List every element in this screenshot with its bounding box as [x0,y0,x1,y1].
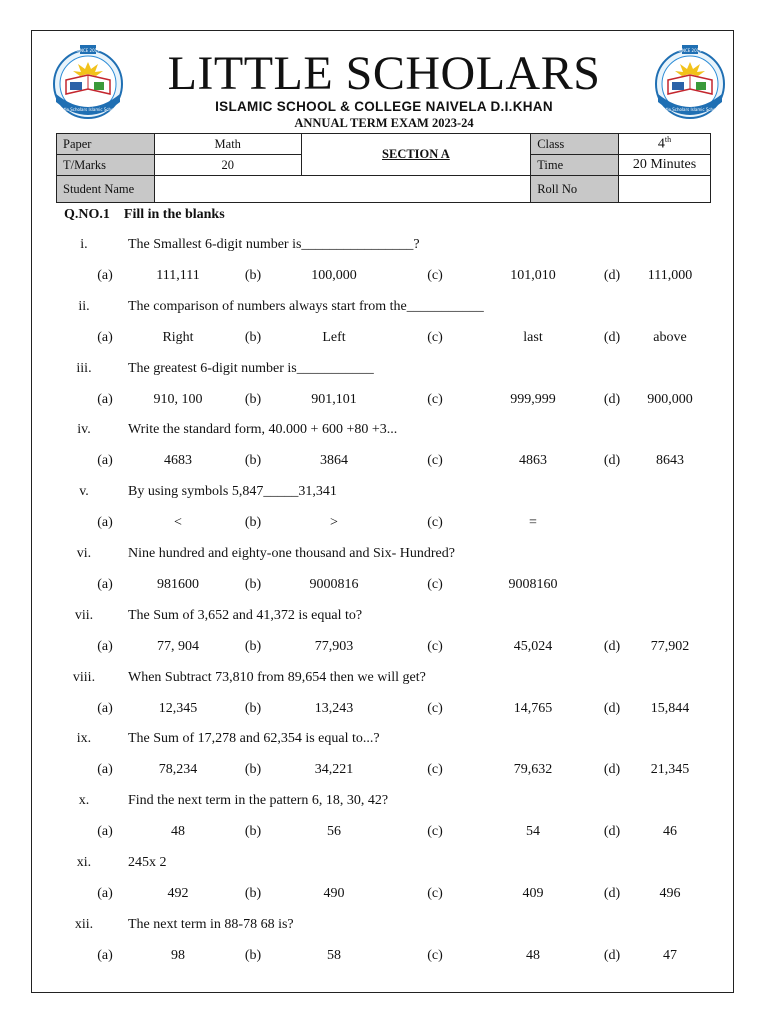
option-row [56,515,716,533]
option-c-value: 4863 [519,453,547,469]
question-number: iv. [77,422,91,438]
question-text: The Sum of 17,278 and 62,354 is equal to...? [128,731,380,747]
option-b-label: (b) [244,391,262,407]
option-a-value: 111,111 [156,268,200,283]
option-d-value: 77,902 [650,638,690,654]
option-b-label: (b) [244,577,262,592]
student-name-field[interactable] [154,176,530,203]
option-a-value: 910, 100 [153,391,203,407]
option-c-value: = [529,515,537,531]
option-a-value: 98 [171,947,185,963]
option-d-value: 8643 [656,453,684,469]
option-b-value: Left [322,329,346,345]
option-d-value: 111,000 [647,268,693,283]
option-a-label: (a) [97,515,113,531]
class-value: 4th [619,134,711,155]
option-b-value: 100,000 [311,268,357,283]
svg-text:Little Scholars Islamic School: Little Scholars Islamic School [58,107,118,112]
option-c-label: (c) [427,391,443,407]
option-b-label: (b) [244,947,262,963]
option-c-value: 101,010 [510,268,556,283]
time-value: 20 Minutes [619,155,711,176]
option-a-value: 48 [171,824,185,840]
question-text: The greatest 6-digit number is___________ [128,360,374,376]
question-item [56,917,716,935]
option-a-label: (a) [97,577,113,592]
option-c-label: (c) [427,515,443,531]
question-text: Nine hundred and eighty-one thousand and Six- Hundred? [128,546,455,561]
option-c-label: (c) [427,824,443,840]
option-b-value: 58 [327,947,341,963]
option-b-label: (b) [244,329,262,345]
option-a-value: 4683 [164,453,192,469]
option-d-value: 46 [663,824,677,840]
option-d-label: (d) [603,886,621,901]
question-item [56,237,716,255]
option-d-value: 900,000 [647,391,693,407]
option-b-value: 490 [323,886,345,901]
option-row [56,948,716,966]
svg-text:SINCE 2019: SINCE 2019 [76,48,100,53]
option-a-label: (a) [97,453,113,469]
question-item [56,608,716,626]
question-item [56,361,716,379]
class-label: Class [531,134,619,155]
option-row [56,824,716,842]
question-number: x. [78,793,90,809]
option-c-label: (c) [427,700,443,716]
option-c-value: 48 [526,947,540,963]
question-heading: Q.NO.1 Fill in the blanks [64,207,225,222]
option-a-value: < [174,515,182,531]
option-d-value: 15,844 [650,700,690,716]
question-text: The comparison of numbers always start from the___________ [128,298,484,314]
option-c-value: 409 [522,886,544,901]
option-b-value: 901,101 [311,391,357,407]
question-number: xi. [76,855,92,870]
option-a-label: (a) [97,700,113,716]
question-number: i. [80,237,88,252]
question-item [56,670,716,688]
option-c-label: (c) [427,638,443,654]
option-d-label: (d) [603,453,621,469]
option-b-value: 13,243 [314,700,354,716]
question-text: Write the standard form, 40.000 + 600 +80 +3... [128,422,398,438]
option-a-value: 78,234 [158,762,198,778]
option-c-value: 79,632 [513,762,553,778]
question-number: viii. [72,669,96,685]
option-d-label: (d) [603,391,621,407]
option-b-value: 34,221 [314,762,354,778]
svg-text:Little Scholars Islamic School: Little Scholars Islamic School [660,107,720,112]
option-d-value: 21,345 [650,762,690,778]
option-d-label: (d) [603,268,621,283]
option-c-label: (c) [427,453,443,469]
option-c-value: 14,765 [513,700,553,716]
option-a-label: (a) [97,762,113,778]
question-number: vi. [76,546,92,561]
question-number: ii. [78,298,90,314]
option-row [56,886,716,904]
option-a-value: 12,345 [158,700,198,716]
option-row [56,453,716,471]
question-item [56,546,716,564]
question-text: By using symbols 5,847_____31,341 [128,484,337,500]
option-a-label: (a) [97,391,113,407]
school-title: LITTLE SCHOLARS [167,47,601,100]
option-b-label: (b) [244,886,262,901]
svg-text:SINCE 2019: SINCE 2019 [678,48,702,53]
question-number: xii. [74,916,94,932]
option-a-label: (a) [97,824,113,840]
option-d-label: (d) [603,824,621,840]
option-c-value: 54 [526,824,540,840]
option-c-label: (c) [427,886,443,901]
option-b-value: 56 [327,824,341,840]
question-text: When Subtract 73,810 from 89,654 then we will get? [128,669,426,685]
option-c-value: last [523,329,543,345]
option-d-label: (d) [603,329,621,345]
option-d-label: (d) [603,700,621,716]
question-text: The next term in 88-78 68 is? [128,916,294,932]
option-c-value: 999,999 [510,391,556,407]
option-row [56,577,716,595]
school-subtitle: ISLAMIC SCHOOL & COLLEGE NAIVELA D.I.KHAN [215,99,553,114]
option-b-value: 9000816 [309,577,359,592]
marks-label: T/Marks [57,155,155,176]
question-text: The Smallest 6-digit number is________________? [128,237,420,252]
option-c-label: (c) [427,268,443,283]
option-b-label: (b) [244,638,262,654]
question-text: Find the next term in the pattern 6, 18, 30, 42? [128,793,389,809]
option-a-value: 77, 904 [157,638,199,654]
option-a-label: (a) [97,638,113,654]
question-item [56,731,716,749]
question-item [56,855,716,873]
option-row [56,268,716,286]
question-item [56,793,716,811]
option-c-label: (c) [427,577,443,592]
option-a-label: (a) [97,886,113,901]
exam-title: ANNUAL TERM EXAM 2023-24 [294,116,474,130]
option-d-label: (d) [603,947,621,963]
question-text: The Sum of 3,652 and 41,372 is equal to? [128,607,363,623]
question-number: v. [79,484,89,500]
marks-value: 20 [154,155,301,176]
option-a-value: Right [162,329,194,345]
section-title: SECTION A [301,134,531,176]
option-a-value: 492 [167,886,189,901]
option-a-label: (a) [97,329,113,345]
student-name-label: Student Name [57,176,155,203]
question-text: 245x 2 [128,855,167,870]
option-c-label: (c) [427,947,443,963]
question-number: iii. [76,360,92,376]
question-item [56,484,716,502]
roll-no-label: Roll No [531,176,619,203]
option-row [56,762,716,780]
option-b-label: (b) [244,824,262,840]
option-b-label: (b) [244,453,262,469]
option-b-label: (b) [244,515,262,531]
question-number: vii. [74,607,94,623]
option-b-label: (b) [244,762,262,778]
paper-value: Math [154,134,301,155]
option-c-value: 45,024 [513,638,553,654]
option-a-label: (a) [97,947,113,963]
option-a-value: 981600 [157,577,199,592]
option-b-label: (b) [244,700,262,716]
option-c-label: (c) [427,329,443,345]
option-d-value: 496 [659,886,681,901]
question-item [56,422,716,440]
option-c-value: 9008160 [508,577,558,592]
question-item [56,299,716,317]
option-b-value: 3864 [320,453,348,469]
option-d-label: (d) [603,762,621,778]
question-number: ix. [76,731,92,747]
option-row [56,330,716,348]
time-label: Time [531,155,619,176]
paper-label: Paper [57,134,155,155]
option-row [56,701,716,719]
option-b-value: > [330,515,338,531]
option-d-label: (d) [603,638,621,654]
option-row [56,639,716,657]
option-d-value: above [653,329,687,345]
roll-no-field[interactable] [619,176,711,203]
option-b-label: (b) [244,268,262,283]
option-b-value: 77,903 [314,638,354,654]
option-a-label: (a) [97,268,113,283]
option-d-value: 47 [663,947,677,963]
exam-info-table [56,133,711,203]
option-c-label: (c) [427,762,443,778]
option-row [56,392,716,410]
